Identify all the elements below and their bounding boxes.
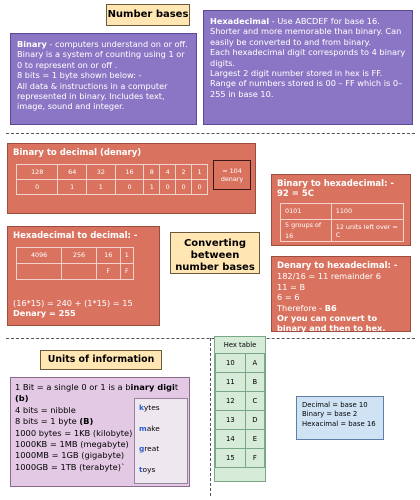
hex-table-row	[216, 392, 265, 411]
bh-cell-1-1: 12 units left over = C	[331, 220, 403, 242]
hex-table-decimal: 12	[216, 392, 246, 411]
mnemonic-1-first: k	[139, 403, 144, 412]
binary-bit-6: 0	[176, 180, 192, 195]
hex-place-value-0: 4096	[17, 248, 62, 264]
binary-line1: - computers understand on or off. Binary is a system of counting using 1 or 0 to represent on or off .	[17, 39, 188, 70]
hex-table-title: Hex table	[223, 341, 257, 349]
hex-table-digit: B	[245, 373, 264, 392]
denary-to-hex-heading: Denary to hexadecimal: -	[277, 261, 398, 271]
hex-table-row	[216, 430, 265, 449]
units-line1-a: 1 Bit = a single 0 or 1 is a b	[15, 382, 131, 392]
den-line1: 182/16 = 11 remainder 6	[277, 271, 381, 282]
hex-line4: Range of numbers stored is 00 – FF which is 0–255 in base 10.	[210, 78, 403, 99]
mnemonic-2-rest: ake	[146, 423, 160, 433]
hex-place-value-2: 16	[96, 248, 120, 264]
binary-bit-5: 0	[160, 180, 176, 195]
hex-to-decimal-box	[7, 226, 160, 326]
hex-place-value-3: 1	[120, 248, 133, 264]
hex-table-panel	[214, 336, 266, 482]
hex-digit-2: F	[96, 264, 120, 280]
den-line4-label: Therefore -	[277, 302, 325, 313]
den-line3: 6 = 6	[277, 292, 300, 303]
binary-bit-7: 0	[192, 180, 208, 195]
binary-to-denary-box	[7, 143, 256, 214]
den-line2: 11 = B	[277, 281, 306, 292]
mnemonic-line-2	[139, 424, 183, 435]
binary-place-value-2: 32	[87, 165, 116, 180]
units-title	[40, 350, 162, 370]
binary-bit-1: 1	[58, 180, 87, 195]
binary-bit-2: 1	[87, 180, 116, 195]
binary-bit-3: 0	[115, 180, 144, 195]
mnemonic-line-3	[139, 444, 183, 455]
bh-cell-0-0: 0101	[281, 204, 332, 220]
denary-result: = 104 denary	[220, 167, 244, 183]
hex-to-decimal-heading: Hexadecimal to decimal: -	[13, 231, 138, 241]
hex-table-decimal: 13	[216, 411, 246, 430]
mnemonic-4-first: t	[139, 464, 143, 474]
binary-place-value-7: 1	[192, 165, 208, 180]
hex-table-row	[216, 411, 265, 430]
units-line6: 1000MB = 1GB (gigabyte)	[15, 450, 125, 461]
binary-line3: All data & instructions in a computer represented in binary. Includes text, image, sound and integer.	[17, 80, 168, 112]
denary-to-hex-box	[271, 256, 411, 332]
binary-place-value-1: 64	[58, 165, 87, 180]
binary-line2: 8 bits = 1 byte shown below: -	[17, 70, 142, 81]
units-line1-b: inary digi	[130, 382, 175, 392]
hex-line1: - Use ABCDEF for base 16. Shorter and more memorable than binary. Can easily be converted to and from binary.	[210, 16, 402, 47]
hex-digit-0	[17, 264, 62, 280]
number-bases-title-text: Number bases	[107, 9, 189, 20]
hex-to-decimal-formula-block	[13, 298, 159, 319]
bh-cell-0-1: 1100	[331, 204, 403, 220]
den-line4	[277, 303, 405, 313]
hex-line3: Largest 2 digit number stored in hex is FF.	[210, 68, 383, 79]
hex-table-decimal: 15	[216, 449, 246, 468]
hex-table-decimal: 10	[216, 354, 246, 373]
hex-table-row	[216, 449, 265, 468]
binary-place-value-3: 16	[115, 165, 144, 180]
hex-table-decimal: 11	[216, 373, 246, 392]
divider-vertical	[210, 338, 211, 496]
binary-place-value-0: 128	[17, 165, 58, 180]
mnemonic-2-first: m	[139, 423, 147, 433]
hex-table-decimal: 14	[216, 430, 246, 449]
binary-to-hex-table	[280, 203, 404, 242]
binary-to-hex-heading: Binary to hexadecimal: -	[277, 179, 394, 189]
units-line1-c: t	[174, 382, 179, 392]
units-line2: 4 bits = nibble	[15, 404, 76, 415]
hex-heading: Hexadecimal	[210, 16, 270, 26]
bases-note	[296, 396, 384, 440]
mnemonic-line-4	[139, 465, 183, 476]
hex-table-digit: F	[245, 449, 264, 468]
mnemonic-line-1	[139, 403, 183, 414]
bases-note-line2: Binary = base 2	[302, 410, 358, 419]
units-line1-d: (b)	[15, 393, 29, 404]
hex-line2: Each hexadecimal digit corresponds to 4 binary digits.	[210, 47, 406, 68]
binary-to-hex-box	[271, 174, 411, 246]
hex-table-row	[216, 354, 265, 373]
mnemonic-box	[134, 398, 188, 484]
number-bases-title	[106, 4, 190, 26]
binary-place-value-4: 8	[144, 165, 160, 180]
divider-top	[6, 133, 415, 134]
bh-cell-1-0: 5 groups of 16	[281, 220, 332, 242]
hex-table-digit: E	[245, 430, 264, 449]
hex-table-digit: C	[245, 392, 264, 411]
mnemonic-4-rest: oys	[142, 464, 156, 474]
units-line5: 1000KB = 1MB (megabyte)	[15, 439, 129, 450]
hex-table	[215, 353, 265, 468]
binary-heading: Binary	[17, 39, 47, 49]
units-line3-a: 8 bits = 1 byte	[15, 416, 80, 427]
hex-answer: Denary = 255	[13, 308, 76, 319]
bases-note-line1: Decimal = base 10	[302, 401, 368, 409]
den-line4-answer: B6	[324, 302, 337, 313]
binary-bit-4: 1	[144, 180, 160, 195]
mnemonic-1-rest: ytes	[143, 403, 160, 412]
hex-digit-1	[62, 264, 97, 280]
units-line4: 1000 bytes = 1KB (kilobyte)	[15, 427, 133, 438]
hex-table-digit: D	[245, 411, 264, 430]
binary-place-value-5: 4	[160, 165, 176, 180]
mnemonic-3-first: g	[139, 444, 145, 453]
mnemonic-3-rest: reat	[144, 444, 160, 453]
converting-title-text: Converting between number bases	[175, 238, 255, 273]
binary-box	[10, 33, 197, 125]
binary-place-value-6: 2	[176, 165, 192, 180]
hex-table-digit: A	[245, 354, 264, 373]
hex-digit-3: F	[120, 264, 133, 280]
binary-bit-0: 0	[17, 180, 58, 195]
hexadecimal-box	[203, 10, 413, 125]
binary-place-table	[16, 164, 208, 195]
binary-to-denary-heading: Binary to decimal (denary)	[13, 148, 142, 158]
converting-title	[170, 232, 260, 274]
units-title-text: Units of information	[47, 354, 155, 365]
hex-place-value-1: 256	[62, 248, 97, 264]
units-line3-b: (B)	[79, 416, 94, 427]
denary-result-box	[213, 160, 251, 190]
hex-table-row	[216, 373, 265, 392]
bases-note-line3: Hexacimal = base 16	[302, 419, 376, 428]
hex-place-table	[16, 247, 134, 280]
den-line5: Or you can convert to binary and then to hex.	[277, 313, 386, 334]
hex-formula: (16*15) = 240 + (1*15) = 15	[13, 298, 133, 308]
units-line7: 1000GB = 1TB (terabyte)`	[15, 461, 126, 472]
binary-to-hex-example: 92 = 5C	[277, 189, 315, 200]
